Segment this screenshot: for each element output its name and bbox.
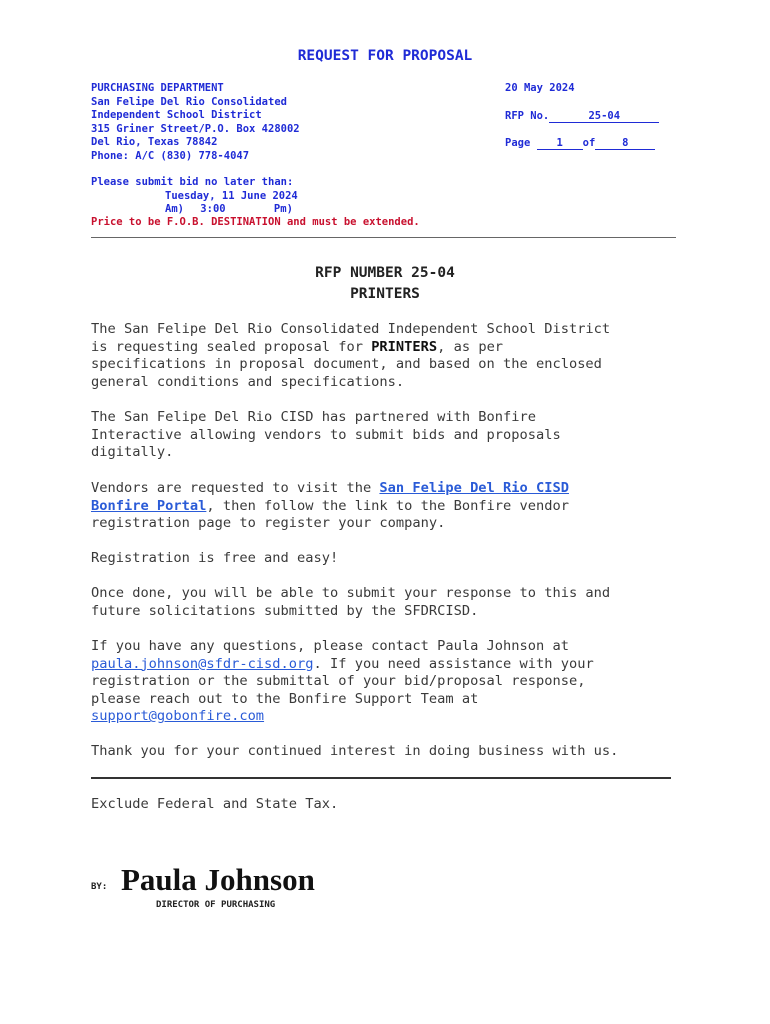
rfp-number-value: 25-04	[549, 110, 659, 123]
intro-text: The San Felipe Del Rio Consolidated Independent School District is requesting sealed proposal for	[91, 321, 611, 355]
portal-link-part2[interactable]: Bonfire Portal	[91, 497, 207, 514]
rfp-number-label: RFP No.	[505, 110, 550, 122]
rfp-number-heading: RFP NUMBER 25-04	[315, 265, 455, 281]
address-line: 315 Griner Street/P.O. Box 428002	[91, 122, 300, 135]
body-divider	[91, 777, 671, 779]
deadline-date: Tuesday, 11 June 2024	[165, 190, 298, 202]
address-line: San Felipe Del Rio Consolidated	[91, 96, 287, 108]
contact-email-link[interactable]: paula.johnson@sfdr-cisd.org	[91, 655, 314, 672]
rfp-number-field	[505, 110, 659, 123]
deadline-time	[165, 203, 293, 216]
address-line: Independent School District	[91, 109, 262, 122]
pm-label: Pm)	[273, 203, 293, 215]
signatory-title: DIRECTOR OF PURCHASING	[156, 900, 276, 910]
rfp-subject-heading: PRINTERS	[350, 286, 420, 302]
contact-text: If you have any questions, please contact Paula Johnson at	[91, 638, 569, 654]
deadline-intro: Please submit bid no later than:	[91, 176, 294, 188]
page-of-label: of	[582, 137, 596, 149]
page-label: Page	[505, 137, 531, 149]
signature-name: Paula Johnson	[121, 862, 315, 897]
registration-note: Registration is free and easy!	[91, 550, 339, 566]
time-value: 3:00	[200, 203, 226, 215]
header-divider	[91, 237, 676, 238]
document-title: REQUEST FOR PROPOSAL	[297, 48, 473, 64]
am-label: Am)	[165, 203, 184, 215]
contact-paragraph	[91, 638, 691, 726]
thank-you-note: Thank you for your continued interest in doing business with us.	[91, 743, 619, 759]
address-block	[91, 96, 300, 163]
bonfire-paragraph: The San Felipe Del Rio CISD has partnered with Bonfire Interactive allowing vendors to submit bids and proposals digitally.	[91, 409, 561, 461]
submission-paragraph: Once done, you will be able to submit your response to this and future solicitations submitted by the SFDRCISD.	[91, 585, 611, 619]
page-count-field	[505, 137, 655, 150]
subject-bold: PRINTERS	[371, 338, 438, 355]
intro-text-end: , as per specifications in proposal document, and based on the enclosed general conditions and specifications.	[91, 338, 602, 390]
portal-paragraph	[91, 480, 691, 533]
support-email-link[interactable]: support@gobonfire.com	[91, 708, 265, 725]
by-label: BY:	[91, 882, 108, 892]
issue-date: 20 May 2024	[505, 82, 575, 94]
tax-note: Exclude Federal and State Tax.	[91, 796, 339, 812]
contact-text-mid: . If you need assistance with your registration or the submittal of your bid/proposal response, please reach out to the Bonfire Support Team at	[91, 655, 594, 707]
intro-paragraph	[91, 321, 691, 391]
page-total: 8	[595, 137, 655, 150]
portal-text: Vendors are requested to visit the	[91, 480, 380, 496]
portal-text-end: , then follow the link to the Bonfire vendor registration page to register your company.	[91, 497, 569, 532]
fob-note: Price to be F.O.B. DESTINATION and must be extended.	[91, 216, 420, 228]
address-line: Del Rio, Texas 78842	[91, 136, 218, 149]
address-line: Phone: A/C (830) 778-4047	[91, 149, 250, 162]
purchasing-department: PURCHASING DEPARTMENT	[91, 82, 224, 94]
portal-link-part1[interactable]: San Felipe Del Rio CISD	[379, 480, 569, 496]
page-current: 1	[537, 137, 583, 150]
